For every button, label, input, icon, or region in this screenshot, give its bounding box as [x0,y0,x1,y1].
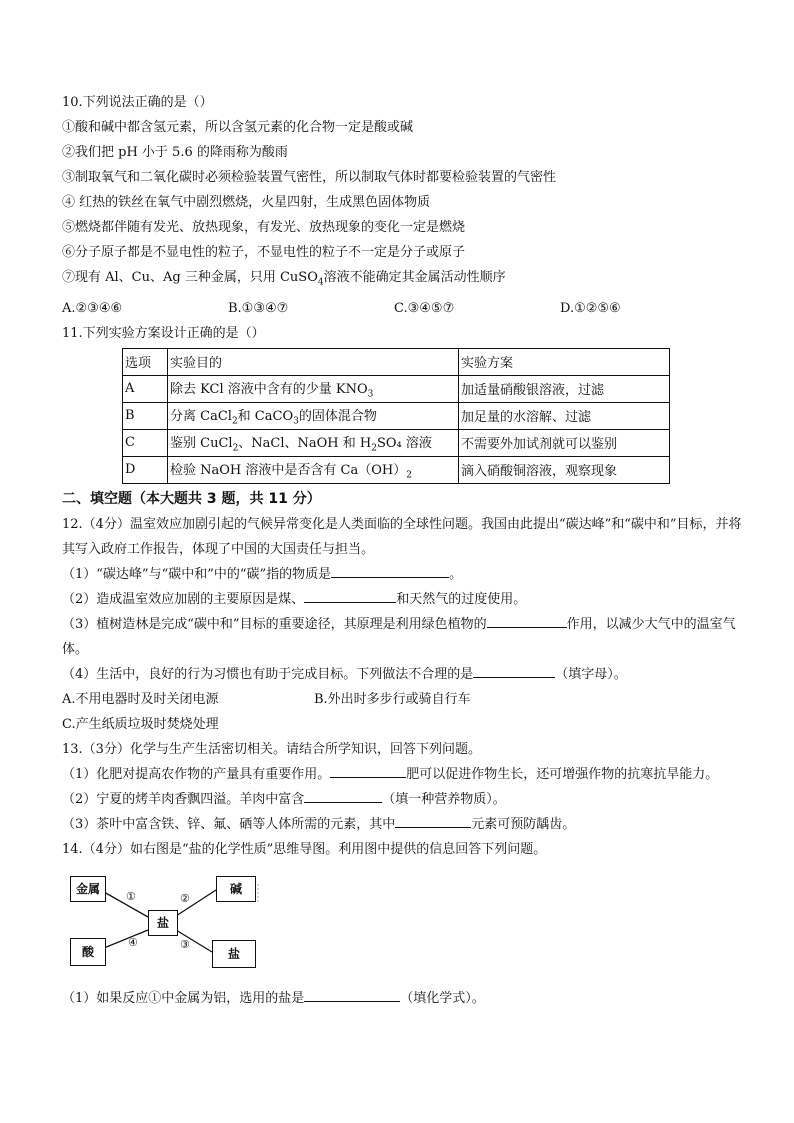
q10-item-5: ⑤燃烧都伴随有发光、放热现象，有发光、放热现象的变化一定是燃烧 [62,220,466,235]
q14-stem: 14.（4分）如右图是“盐的化学性质”思维导图。利用图中提供的信息回答下列问题。 [62,841,547,857]
answer-blank[interactable] [331,563,449,578]
q12-options [62,687,742,712]
q13-sub-2: （2）宁夏的烤羊肉香飘四溢。羊肉中富含 （填一种营养物质）。 [62,787,742,812]
q10-item-7-text: ⑦现有 Al、Cu、Ag 三种金属，只用 CuSO [62,270,318,285]
table-header-purpose: 实验目的 [168,348,459,375]
q12-sub-2: （2）造成温室效应加剧的主要原因是煤、 和天然气的过度使用。 [62,587,742,612]
row-option: C [123,429,168,456]
q12-option-c: C.产生纸质垃圾时焚烧处理 [62,716,219,732]
q10-option-a: A.②③④⑥ [62,300,123,316]
q11-table [122,348,670,484]
row-plan: 加足量的水溶解、过滤 [459,402,670,429]
answer-blank[interactable] [304,588,396,603]
salt-center-node: 盐 [148,910,178,936]
table-row [123,456,670,483]
row-purpose: 鉴别 CuCl$_2$、NaCl、NaOH 和 $H_2SO_4$ 溶液 [168,429,459,456]
q12-sub-4: （4）生活中，良好的行为习惯也有助于完成目标。下列做法不合理的是 （填字母）。 [62,662,742,687]
q12-option-a: A.不用电器时及时关闭电源 [62,691,219,707]
row-plan: 滴入硝酸铜溶液，观察现象 [459,456,670,483]
q10-item-3: ③制取氧气和二氧化碳时必须检验装置气密性，所以制取气体时都要检验装置的气密性 [62,170,557,185]
reaction-4-label: ④ [128,935,138,949]
q10-item-2: ②我们把 pH 小于 5.6 的降雨称为酸雨 [62,145,288,160]
row-purpose: 检验 NaOH 溶液中是否含有 $Ca(OH)_2$ [168,456,459,483]
q10-item-6: ⑥分子原子都是不显电性的粒子，不显电性的粒子不一定是分子或原子 [62,245,466,260]
metal-node: 金属 [70,876,106,902]
q10-item-7-sub: 4 [317,277,324,288]
q12-sub-3: （3）植树造林是完成“碳中和”目标的重要途径，其原理是利用绿色植物的 作用，以减少大气中的温室气体。 [62,612,742,662]
answer-blank[interactable] [304,788,382,803]
q10-item-7 [62,265,742,296]
row-option: A [123,375,168,402]
row-option: B [123,402,168,429]
reaction-1-label: ① [126,889,136,903]
reaction-2-label: ② [180,891,190,905]
q10-item-7-text-end: 溶液不能确定其金属活动性顺序 [323,270,506,285]
salt-mind-map [68,872,268,972]
acid-node: 酸 [70,938,106,966]
q13-sub-1: （1）化肥对提高农作物的产量具有重要作用。 肥可以促进作物生长，还可增强作物的抗寒抗旱能力。 [62,762,742,787]
exam-page [62,90,742,1011]
row-plan: 不需要外加试剂就可以鉴别 [459,429,670,456]
row-purpose: 除去 KCl 溶液中含有的少量 $KNO_3$ [168,375,459,402]
q10-stem: 10.下列说法正确的是（） [62,95,213,110]
table-header-plan: 实验方案 [459,348,670,375]
answer-blank[interactable] [487,613,567,628]
q13-stem: 13.（3分）化学与生产生活密切相关。请结合所学知识，回答下列问题。 [62,741,481,757]
q10-option-b: B.①③④⑦ [228,300,289,316]
table-header-option: 选项 [123,348,168,375]
reaction-3-label: ③ [180,937,190,951]
row-purpose: 分离 CaCl$_2$和 CaCO$_3$的固体混合物 [168,402,459,429]
base-node: 碱 [216,876,256,902]
q12-stem: 12.（4分）温室效应加剧引起的气候异常变化是人类面临的全球性问题。我国由此提出“碳达峰”和“碳中和”目标，并将其写入政府工作报告，体现了中国的大国责任与担当。 [62,516,742,557]
q12-option-b: B.外出时多步行或骑自行车 [314,691,471,707]
table-row [123,429,670,456]
answer-blank[interactable] [395,813,471,828]
row-plan: 加适量硝酸银溶液，过滤 [459,375,670,402]
q10-item-1: ①酸和碱中都含氢元素，所以含氢元素的化合物一定是酸或碱 [62,120,414,135]
q10-option-d: D.①②⑤⑥ [560,300,621,316]
q10-options [62,296,742,321]
q10-item-4: ④ 红热的铁丝在氧气中剧烈燃烧，火星四射，生成黑色固体物质 [62,195,431,210]
q14-sub-1: （1）如果反应①中金属为铝，选用的盐是 （填化学式）。 [62,986,742,1011]
q13-sub-3: （3）茶叶中富含铁、锌、氟、硒等人体所需的元素，其中 元素可预防龋齿。 [62,812,742,837]
table-row [123,375,670,402]
q12-sub-1: （1）“碳达峰”与“碳中和”中的“碳”指的物质是 。 [62,562,742,587]
salt-node: 盐 [212,940,256,968]
answer-blank[interactable] [473,663,555,678]
q11-stem: 11.下列实验方案设计正确的是（） [62,325,265,341]
answer-blank[interactable] [330,763,406,778]
answer-blank[interactable] [304,987,400,1002]
section-title: 二、填空题（本大题共 3 题，共 11 分） [62,490,321,507]
table-row [123,402,670,429]
table-header-row [123,348,670,375]
q10-option-c: C.③④⑤⑦ [394,300,455,316]
row-option: D [123,456,168,483]
